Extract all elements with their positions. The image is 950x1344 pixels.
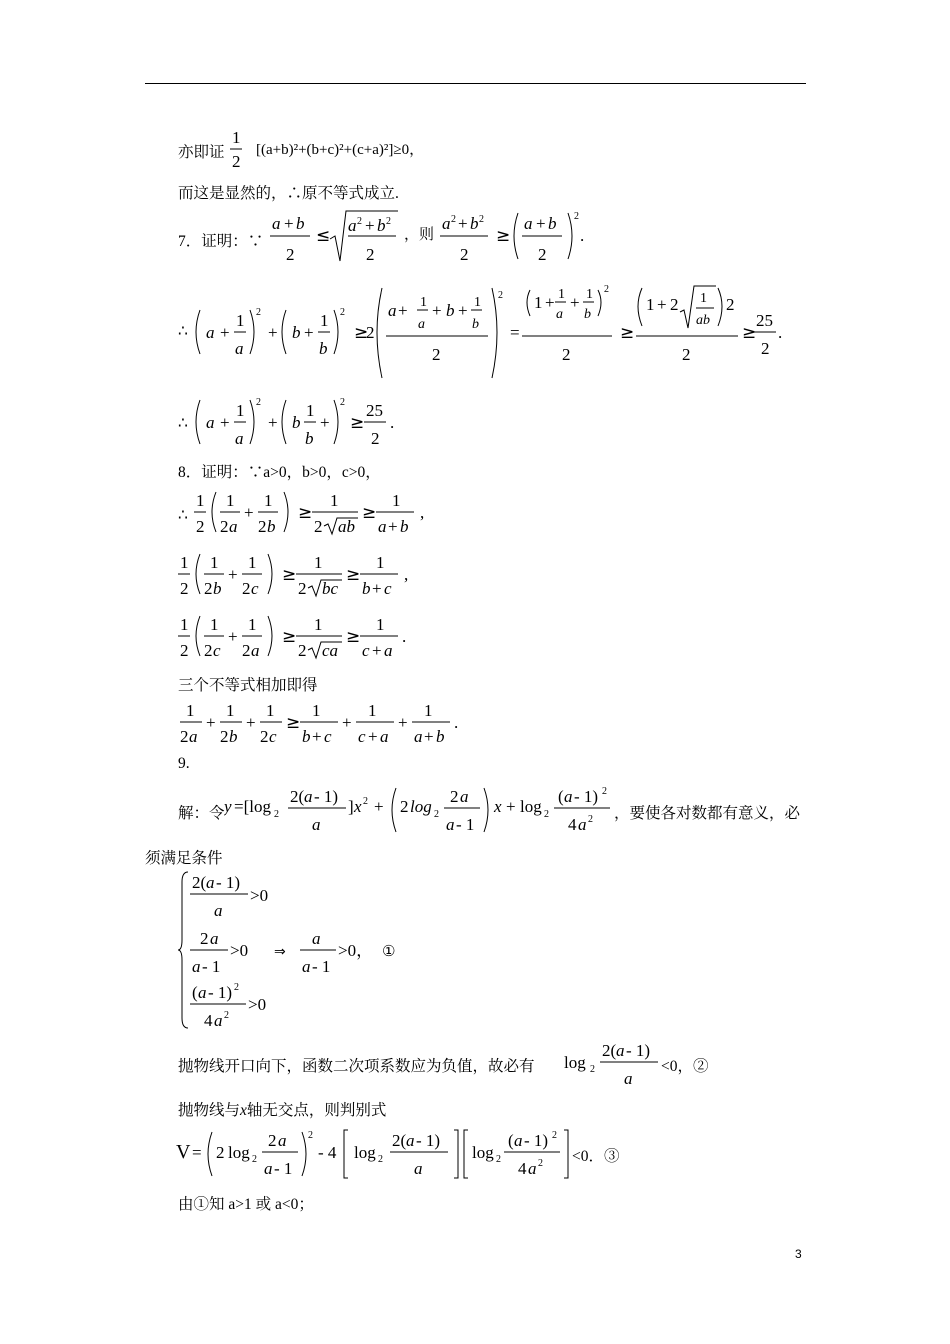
svg-text:+: + — [570, 293, 580, 312]
svg-text:2: 2 — [256, 307, 261, 318]
svg-text:V: V — [176, 1141, 191, 1163]
svg-text:+: + — [372, 641, 382, 660]
svg-text:>0: >0 — [230, 941, 249, 960]
svg-text:b: b — [548, 214, 557, 233]
svg-text:a: a — [556, 307, 563, 322]
svg-text:a: a — [388, 301, 397, 320]
svg-text:≥: ≥ — [620, 323, 635, 343]
svg-text:b: b — [584, 307, 591, 322]
line-19-suffix: 轴无交点，则判别式 — [246, 1102, 387, 1119]
line-9-prefix: ∴ — [178, 507, 188, 524]
svg-text:- 1): - 1) — [208, 983, 233, 1002]
svg-text:2: 2 — [562, 345, 571, 364]
svg-text:.: . — [454, 713, 459, 732]
svg-text:2: 2 — [224, 1010, 229, 1021]
svg-text:≥: ≥ — [282, 565, 297, 585]
svg-text:+: + — [268, 323, 278, 342]
svg-text:log: log — [228, 1143, 250, 1162]
svg-text:2: 2 — [670, 295, 679, 314]
svg-text:- 1): - 1) — [314, 787, 339, 806]
svg-text:ab: ab — [696, 313, 710, 328]
svg-text:+: + — [398, 713, 408, 732]
svg-text:1: 1 — [248, 553, 257, 572]
svg-text:+: + — [268, 413, 278, 432]
svg-text:=[log: =[log — [234, 797, 271, 816]
page-number: 3 — [795, 1247, 802, 1261]
svg-text:2: 2 — [314, 517, 323, 536]
svg-text:≥: ≥ — [354, 323, 369, 343]
svg-text:ab: ab — [338, 517, 355, 536]
svg-text:2: 2 — [298, 579, 307, 598]
svg-text:b: b — [267, 517, 276, 536]
svg-text:+: + — [220, 413, 230, 432]
line-21: 由①知 a>1 或 a<0； — [178, 1196, 314, 1213]
svg-text:2: 2 — [196, 517, 205, 536]
svg-text:+: + — [657, 295, 667, 314]
svg-text:2: 2 — [588, 814, 593, 825]
svg-text:1: 1 — [474, 295, 481, 310]
svg-text:+: + — [374, 797, 384, 816]
svg-text:1: 1 — [534, 293, 543, 312]
svg-text:2: 2 — [544, 809, 549, 820]
svg-text:1: 1 — [314, 615, 323, 634]
svg-text:+: + — [432, 301, 442, 320]
svg-text:1: 1 — [376, 553, 385, 572]
svg-text:+: + — [365, 216, 375, 235]
svg-text:,: , — [404, 565, 409, 584]
svg-text:+: + — [536, 214, 546, 233]
line-15-math — [224, 780, 624, 840]
svg-text:1: 1 — [586, 287, 593, 302]
line-5-prefix: ∴ — [178, 415, 188, 432]
svg-text:2: 2 — [552, 1130, 557, 1141]
line-12: 三个不等式相加即得 — [178, 677, 318, 694]
svg-text:a: a — [578, 815, 587, 834]
svg-text:+: + — [458, 301, 468, 320]
line-18-prefix: 抛物线开口向下，函数二次项系数应为负值，故必有 — [178, 1058, 535, 1075]
svg-text:a: a — [442, 214, 451, 233]
header-rule — [145, 83, 806, 84]
svg-text:b: b — [377, 216, 386, 235]
svg-text:a: a — [278, 1131, 287, 1150]
svg-text:c: c — [358, 727, 366, 746]
svg-text:>0: >0 — [250, 886, 269, 905]
svg-text:2: 2 — [590, 1064, 595, 1075]
line-19-prefix: 抛物线与 — [178, 1102, 241, 1119]
svg-text:≤: ≤ — [316, 226, 331, 246]
svg-text:a: a — [384, 641, 393, 660]
svg-text:b: b — [305, 429, 314, 448]
svg-text:log: log — [520, 797, 542, 816]
svg-text:=: = — [192, 1143, 202, 1162]
svg-text:+: + — [304, 323, 314, 342]
svg-text:2: 2 — [216, 1143, 225, 1162]
svg-text:2: 2 — [602, 786, 607, 797]
svg-text:+: + — [320, 413, 330, 432]
svg-text:b: b — [319, 339, 328, 358]
svg-text:a: a — [514, 1131, 523, 1150]
svg-text:+: + — [398, 301, 408, 320]
svg-text:2: 2 — [366, 245, 375, 264]
svg-text:- 1): - 1) — [524, 1131, 549, 1150]
svg-text:2: 2 — [220, 727, 229, 746]
svg-text:b: b — [292, 413, 301, 432]
circled-1: ① — [382, 942, 396, 960]
svg-text:a: a — [414, 1159, 423, 1178]
svg-text:2: 2 — [242, 641, 251, 660]
svg-text:log: log — [354, 1143, 376, 1162]
svg-text:2: 2 — [274, 809, 279, 820]
svg-text:1: 1 — [266, 701, 275, 720]
svg-text:x: x — [354, 797, 362, 816]
svg-text:2: 2 — [242, 579, 251, 598]
line-19 — [178, 1098, 386, 1120]
line-9-math — [194, 488, 444, 542]
svg-text:2: 2 — [252, 1154, 257, 1165]
svg-text:bc: bc — [322, 579, 339, 598]
svg-text:2: 2 — [204, 641, 213, 660]
svg-text:a: a — [198, 983, 207, 1002]
svg-text:+: + — [312, 727, 322, 746]
svg-text:1: 1 — [210, 615, 219, 634]
svg-text:1: 1 — [420, 295, 427, 310]
svg-text:a: a — [206, 323, 215, 342]
svg-text:+: + — [206, 713, 216, 732]
svg-text:1: 1 — [264, 491, 273, 510]
svg-text:+: + — [284, 214, 294, 233]
svg-text:c: c — [269, 727, 277, 746]
svg-text:.: . — [402, 627, 407, 646]
svg-text:1: 1 — [700, 291, 707, 306]
svg-text:a: a — [235, 339, 244, 358]
svg-text:a: a — [564, 787, 573, 806]
svg-text:1: 1 — [180, 615, 189, 634]
svg-text:2: 2 — [538, 245, 547, 264]
svg-text:2: 2 — [450, 787, 459, 806]
svg-text:2: 2 — [604, 284, 609, 295]
svg-text:2: 2 — [574, 211, 579, 222]
svg-text:≥: ≥ — [282, 627, 297, 647]
line-1-body: [(a+b)²+(b+c)²+(c+a)²]≥0， — [256, 142, 425, 158]
svg-text:4: 4 — [204, 1011, 213, 1030]
svg-text:a: a — [192, 957, 201, 976]
line-1 — [178, 140, 225, 162]
svg-text:25: 25 — [756, 311, 773, 330]
svg-text:+: + — [244, 503, 254, 522]
svg-text:≥: ≥ — [350, 413, 365, 433]
svg-text:- 1: - 1 — [202, 957, 221, 976]
line-15-suffix: ，要使各对数都有意义，必 — [614, 805, 801, 822]
line-13-math — [178, 698, 478, 750]
svg-text:2: 2 — [378, 1154, 383, 1165]
svg-text:a: a — [624, 1069, 633, 1088]
half-num: 1 — [232, 128, 241, 147]
svg-text:1: 1 — [314, 553, 323, 572]
svg-text:+: + — [388, 517, 398, 536]
svg-text:b: b — [400, 517, 409, 536]
half-den: 2 — [232, 152, 241, 171]
svg-text:+: + — [372, 579, 382, 598]
svg-text:a: a — [460, 787, 469, 806]
svg-text:(: ( — [192, 983, 198, 1002]
svg-text:.: . — [778, 323, 783, 342]
svg-text:b: b — [213, 579, 222, 598]
svg-text:a: a — [524, 214, 533, 233]
svg-text:+: + — [228, 627, 238, 646]
svg-text:1: 1 — [424, 701, 433, 720]
svg-text:+: + — [458, 214, 468, 233]
svg-text:+: + — [368, 727, 378, 746]
svg-text:2(: 2( — [392, 1131, 407, 1150]
svg-text:a: a — [406, 1131, 415, 1150]
svg-text:b: b — [436, 727, 445, 746]
svg-text:≥: ≥ — [742, 323, 757, 343]
line-4-math — [192, 280, 792, 384]
svg-text:a: a — [616, 1041, 625, 1060]
svg-text:2: 2 — [761, 339, 770, 358]
line-18-suffix: <0，② — [661, 1058, 709, 1075]
line-5-math — [192, 394, 412, 454]
line-20-math — [176, 1124, 636, 1184]
svg-text:a: a — [264, 1159, 273, 1178]
svg-text:1: 1 — [226, 701, 235, 720]
svg-text:y: y — [224, 797, 232, 816]
line-8: 8．证明：∵a>0，b>0，c>0， — [178, 464, 381, 481]
line-10-math — [178, 550, 438, 604]
svg-text:=: = — [510, 323, 520, 342]
svg-text:2: 2 — [220, 517, 229, 536]
svg-text:b: b — [292, 323, 301, 342]
svg-text:- 1): - 1) — [416, 1131, 441, 1150]
svg-text:a: a — [251, 641, 260, 660]
svg-text:2: 2 — [432, 345, 441, 364]
line-3-prefix: 7．证明：∵ — [178, 233, 264, 250]
svg-text:2: 2 — [726, 295, 735, 314]
svg-text:2: 2 — [538, 1158, 543, 1169]
svg-text:a: a — [312, 815, 321, 834]
svg-text:b: b — [446, 301, 455, 320]
line-14: 9. — [178, 755, 190, 772]
svg-text:- 1): - 1) — [574, 787, 599, 806]
svg-text:2(: 2( — [192, 873, 207, 892]
svg-text:c: c — [213, 641, 221, 660]
svg-text:2: 2 — [371, 429, 380, 448]
svg-text:1: 1 — [330, 491, 339, 510]
svg-text:a: a — [446, 815, 455, 834]
svg-text:]: ] — [348, 797, 354, 816]
svg-text:ca: ca — [322, 641, 339, 660]
svg-text:,: , — [420, 503, 425, 522]
svg-text:2(: 2( — [602, 1041, 617, 1060]
svg-text:>0: >0 — [248, 995, 267, 1014]
svg-text:1: 1 — [646, 295, 655, 314]
svg-text:a: a — [528, 1159, 537, 1178]
svg-text:+: + — [246, 713, 256, 732]
svg-text:2: 2 — [682, 345, 691, 364]
svg-text:a: a — [302, 957, 311, 976]
svg-text:1: 1 — [320, 311, 329, 330]
svg-text:b: b — [229, 727, 238, 746]
svg-text:a: a — [210, 929, 219, 948]
svg-text:2: 2 — [308, 1130, 313, 1141]
svg-text:2: 2 — [386, 216, 391, 227]
svg-text:(: ( — [508, 1131, 514, 1150]
svg-text:1: 1 — [186, 701, 195, 720]
svg-text:.: . — [580, 226, 585, 245]
svg-text:25: 25 — [366, 401, 383, 420]
line-18-math — [564, 1036, 664, 1090]
svg-text:⇒: ⇒ — [274, 944, 286, 960]
svg-text:c: c — [362, 641, 370, 660]
svg-text:2: 2 — [451, 214, 456, 225]
svg-text:- 4: - 4 — [318, 1143, 337, 1162]
svg-text:c: c — [251, 579, 259, 598]
svg-text:1: 1 — [180, 553, 189, 572]
svg-text:2: 2 — [366, 323, 375, 342]
svg-text:+: + — [220, 323, 230, 342]
svg-text:log: log — [472, 1143, 494, 1162]
svg-text:1: 1 — [376, 615, 385, 634]
line-4-prefix: ∴ — [178, 323, 188, 340]
svg-text:2: 2 — [496, 1154, 501, 1165]
svg-text:c: c — [324, 727, 332, 746]
svg-text:2: 2 — [298, 641, 307, 660]
svg-text:- 1: - 1 — [456, 815, 475, 834]
svg-text:x: x — [494, 797, 502, 816]
svg-text:2: 2 — [460, 245, 469, 264]
svg-text:4: 4 — [568, 815, 577, 834]
svg-text:a: a — [189, 727, 198, 746]
svg-text:log: log — [410, 797, 432, 816]
svg-text:1: 1 — [236, 311, 245, 330]
line-2: 而这是显然的，∴原不等式成立. — [178, 185, 399, 202]
line-1-math — [228, 125, 508, 175]
svg-text:2: 2 — [400, 797, 409, 816]
svg-text:2: 2 — [357, 216, 362, 227]
line-19-var: x — [240, 1102, 247, 1119]
svg-text:a: a — [418, 317, 425, 332]
svg-text:>0，: >0， — [338, 941, 374, 960]
svg-text:a: a — [214, 1011, 223, 1030]
svg-text:a: a — [235, 429, 244, 448]
line-16: 须满足条件 — [145, 850, 223, 867]
svg-text:2: 2 — [260, 727, 269, 746]
svg-text:≥: ≥ — [362, 503, 377, 523]
svg-text:- 1: - 1 — [312, 957, 331, 976]
svg-text:.: . — [390, 413, 395, 432]
svg-text:- 1): - 1) — [216, 873, 241, 892]
svg-text:2: 2 — [256, 397, 261, 408]
svg-text:b: b — [302, 727, 311, 746]
svg-text:1: 1 — [210, 553, 219, 572]
svg-text:a: a — [312, 929, 321, 948]
svg-text:2: 2 — [340, 397, 345, 408]
svg-text:2: 2 — [234, 982, 239, 993]
svg-text:a: a — [348, 216, 357, 235]
svg-text:≥: ≥ — [346, 565, 361, 585]
svg-text:2: 2 — [479, 214, 484, 225]
svg-text:1: 1 — [306, 401, 315, 420]
line-15-prefix: 解：令 — [178, 805, 225, 822]
svg-text:+: + — [342, 713, 352, 732]
svg-text:2: 2 — [180, 727, 189, 746]
svg-text:b: b — [296, 214, 305, 233]
svg-text:(: ( — [558, 787, 564, 806]
svg-text:2: 2 — [200, 929, 209, 948]
svg-text:≥: ≥ — [286, 713, 301, 733]
condition-system — [178, 868, 438, 1032]
svg-text:1: 1 — [558, 287, 565, 302]
svg-text:1: 1 — [312, 701, 321, 720]
svg-text:2: 2 — [363, 796, 368, 807]
svg-text:1: 1 — [226, 491, 235, 510]
svg-text:2: 2 — [204, 579, 213, 598]
svg-text:≥: ≥ — [298, 503, 313, 523]
svg-text:2: 2 — [434, 809, 439, 820]
svg-text:1: 1 — [368, 701, 377, 720]
svg-text:2(: 2( — [290, 787, 305, 806]
svg-text:a: a — [214, 901, 223, 920]
svg-text:a: a — [272, 214, 281, 233]
svg-text:2: 2 — [180, 641, 189, 660]
line-1-prefix: 亦即证 — [178, 144, 225, 161]
svg-text:- 1): - 1) — [626, 1041, 651, 1060]
svg-text:2: 2 — [286, 245, 295, 264]
svg-text:a: a — [304, 787, 313, 806]
svg-text:a: a — [414, 727, 423, 746]
svg-text:1: 1 — [248, 615, 257, 634]
line-3-math — [268, 205, 598, 265]
svg-text:- 1: - 1 — [274, 1159, 293, 1178]
svg-text:b: b — [470, 214, 479, 233]
svg-text:1: 1 — [236, 401, 245, 420]
svg-text:2: 2 — [268, 1131, 277, 1150]
line-20-suffix: <0．③ — [572, 1148, 620, 1165]
svg-text:1: 1 — [196, 491, 205, 510]
svg-text:+: + — [424, 727, 434, 746]
svg-text:log: log — [564, 1053, 586, 1072]
svg-text:4: 4 — [518, 1159, 527, 1178]
svg-text:b: b — [472, 317, 479, 332]
line-3-mid: ，则 — [404, 227, 435, 243]
svg-text:a: a — [206, 873, 215, 892]
svg-text:a: a — [380, 727, 389, 746]
svg-text:a: a — [378, 517, 387, 536]
svg-text:+: + — [228, 565, 238, 584]
svg-text:2: 2 — [498, 290, 503, 301]
svg-text:c: c — [384, 579, 392, 598]
svg-text:b: b — [362, 579, 371, 598]
svg-text:a: a — [206, 413, 215, 432]
svg-text:2: 2 — [258, 517, 267, 536]
svg-text:2: 2 — [180, 579, 189, 598]
svg-text:2: 2 — [340, 307, 345, 318]
line-11-math — [178, 612, 438, 666]
svg-text:≥: ≥ — [496, 226, 511, 246]
svg-text:+: + — [545, 293, 555, 312]
svg-text:1: 1 — [392, 491, 401, 510]
svg-text:a: a — [229, 517, 238, 536]
svg-text:≥: ≥ — [346, 627, 361, 647]
svg-text:+: + — [506, 797, 516, 816]
